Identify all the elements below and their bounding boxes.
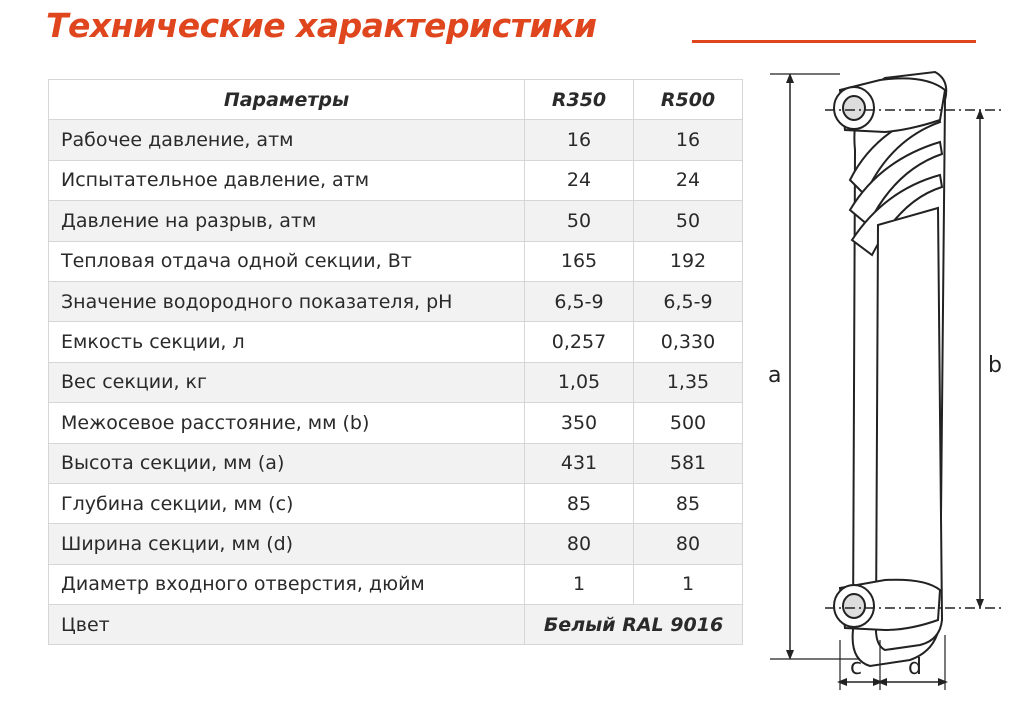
row-r350: 80 xyxy=(525,524,634,564)
row-r350: 24 xyxy=(525,160,634,200)
row-param: Значение водородного показателя, pH xyxy=(49,281,525,321)
table-row xyxy=(49,281,743,321)
row-r500: 16 xyxy=(634,120,743,160)
color-value: Белый RAL 9016 xyxy=(525,605,743,645)
table-row xyxy=(49,564,743,604)
dimension-b-label: b xyxy=(988,353,1002,378)
dimension-a-label: a xyxy=(768,363,782,388)
row-r500: 1,35 xyxy=(634,362,743,402)
row-param: Емкость секции, л xyxy=(49,322,525,362)
row-r500: 80 xyxy=(634,524,743,564)
row-r500: 85 xyxy=(634,483,743,523)
row-param: Ширина секции, мм (d) xyxy=(49,524,525,564)
table-row xyxy=(49,241,743,281)
row-r500: 0,330 xyxy=(634,322,743,362)
table-row xyxy=(49,483,743,523)
title-underline xyxy=(692,40,976,43)
specs-table xyxy=(48,79,743,645)
row-param: Давление на разрыв, атм xyxy=(49,201,525,241)
row-param: Высота секции, мм (a) xyxy=(49,443,525,483)
row-r350: 431 xyxy=(525,443,634,483)
table-row xyxy=(49,322,743,362)
table-header-row xyxy=(49,80,743,120)
row-r350: 6,5-9 xyxy=(525,281,634,321)
row-r500: 24 xyxy=(634,160,743,200)
row-r350: 1,05 xyxy=(525,362,634,402)
row-r350: 85 xyxy=(525,483,634,523)
row-r500: 192 xyxy=(634,241,743,281)
table-row xyxy=(49,160,743,200)
row-param: Глубина секции, мм (c) xyxy=(49,483,525,523)
page-title: Технические характеристики xyxy=(46,6,597,45)
row-param: Диаметр входного отверстия, дюйм xyxy=(49,564,525,604)
table-row xyxy=(49,443,743,483)
header-params: Параметры xyxy=(49,80,525,120)
table-row xyxy=(49,524,743,564)
row-r350: 1 xyxy=(525,564,634,604)
row-r350: 16 xyxy=(525,120,634,160)
dimension-d-label: d xyxy=(908,655,922,680)
row-r350: 0,257 xyxy=(525,322,634,362)
row-param: Вес секции, кг xyxy=(49,362,525,402)
row-r500: 581 xyxy=(634,443,743,483)
row-r350: 50 xyxy=(525,201,634,241)
row-param: Испытательное давление, атм xyxy=(49,160,525,200)
table-row xyxy=(49,120,743,160)
row-r350: 165 xyxy=(525,241,634,281)
row-param: Цвет xyxy=(49,605,525,645)
table-row xyxy=(49,403,743,443)
radiator-section-icon xyxy=(825,72,1005,666)
row-param: Межосевое расстояние, мм (b) xyxy=(49,403,525,443)
table-row xyxy=(49,201,743,241)
header-r350: R350 xyxy=(525,80,634,120)
row-r350: 350 xyxy=(525,403,634,443)
dimension-c-label: c xyxy=(850,655,863,680)
row-r500: 500 xyxy=(634,403,743,443)
row-param: Рабочее давление, атм xyxy=(49,120,525,160)
row-r500: 50 xyxy=(634,201,743,241)
row-r500: 1 xyxy=(634,564,743,604)
radiator-dimension-drawing xyxy=(750,60,1020,700)
table-row xyxy=(49,362,743,402)
row-param: Тепловая отдача одной секции, Вт xyxy=(49,241,525,281)
header-r500: R500 xyxy=(634,80,743,120)
table-row-color xyxy=(49,605,743,645)
row-r500: 6,5-9 xyxy=(634,281,743,321)
